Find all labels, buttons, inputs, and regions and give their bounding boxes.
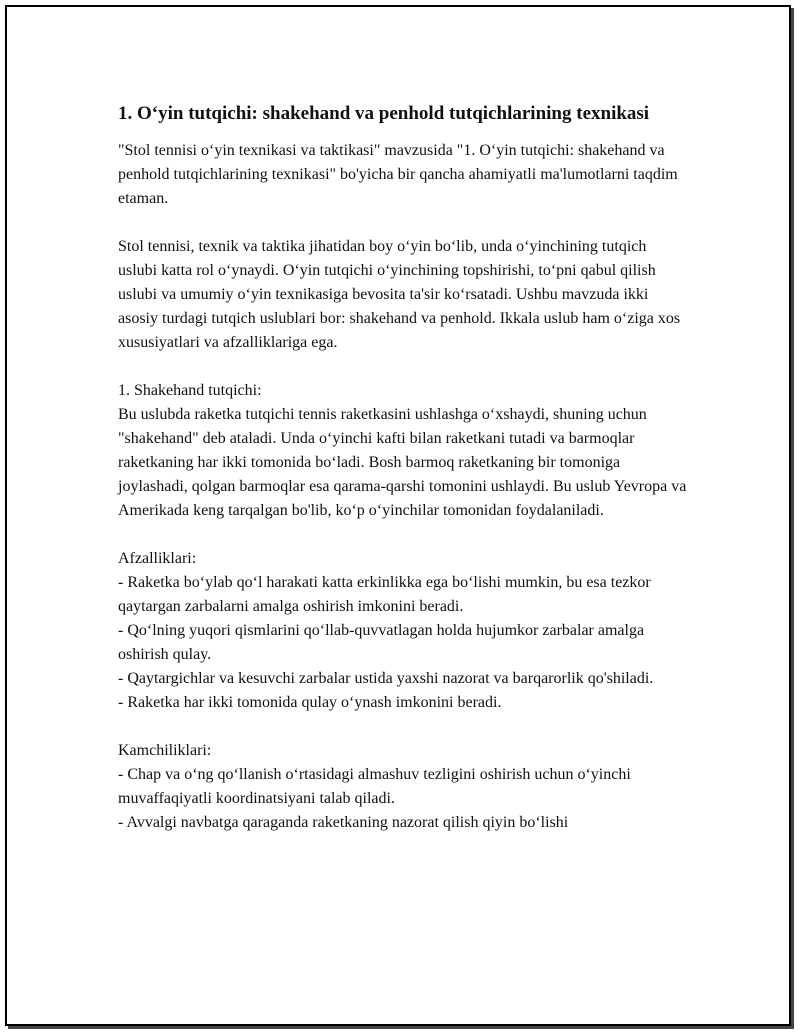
paragraph-gap (118, 715, 688, 739)
paragraph-gap (118, 523, 688, 547)
document-page (5, 5, 791, 1026)
paragraph-gap (118, 355, 688, 379)
disadvantage-item: - Chap va o‘ng qo‘llanish o‘rtasidagi almashuv tezligini oshirish uchun o‘yinchi muvaffaqiyatli koordinatsiyani talab qiladi. (118, 766, 631, 807)
advantage-item: - Raketka har ikki tomonida qulay o‘ynash imkonini beradi. (118, 694, 502, 711)
advantage-item: - Raketka bo‘ylab qo‘l harakati katta erkinlikka ega bo‘lishi mumkin, bu esa tezkor qaytargan zarbalarni amalga oshirish imkonini beradi. (118, 574, 651, 615)
document-content (118, 100, 688, 835)
advantages-heading: Afzalliklari: (118, 550, 197, 567)
shakehand-heading: 1. Shakehand tutqichi: (118, 382, 262, 399)
advantage-item: - Qaytargichlar va kesuvchi zarbalar ustida yaxshi nazorat va barqarorlik qo'shiladi. (118, 670, 654, 687)
overview-paragraph: Stol tennisi, texnik va taktika jihatidan boy o‘yin bo‘lib, unda o‘yinchining tutqich uslubi katta rol o‘ynaydi. O‘yin tutqichi o‘yinchining topshirishi, to‘pni qabul qilish uslubi va umumiy o‘yin texnikasiga bevosita ta'sir ko‘rsatadi. Ushbu mavzuda ikki asosiy turdagi tutqich uslublari bor: shakehand va penhold. Ikkala uslub ham o‘ziga xos xususiyatlari va afzalliklariga ega. (118, 238, 681, 351)
disadvantages-heading: Kamchiliklari: (118, 742, 212, 759)
disadvantage-item: - Avvalgi navbatga qaraganda raketkaning nazorat qilish qiyin bo‘lishi (118, 814, 569, 831)
document-title: 1. O‘yin tutqichi: shakehand va penhold tutqichlarining texnikasi (118, 103, 650, 124)
shakehand-paragraph: Bu uslubda raketka tutqichi tennis raketkasini ushlashga o‘xshaydi, shuning uchun "shakehand" deb ataladi. Unda o‘yinchi kafti bilan raketkani tutadi va barmoqlar raketkaning har ikki tomonida bo‘ladi. Bosh barmoq raketkaning bir tomoniga joylashadi, qolgan barmoqlar esa qarama-qarshi tomonini ushlaydi. Bu uslub Yevropa va Amerikada keng tarqalgan bo'lib, ko‘p o‘yinchilar tomonidan foydalaniladi. (118, 406, 687, 519)
advantage-item: - Qo‘lning yuqori qismlarini qo‘llab-quvvatlagan holda hujumkor zarbalar amalga oshirish qulay. (118, 622, 645, 663)
intro-paragraph: "Stol tennisi o‘yin texnikasi va taktikasi" mavzusida "1. O‘yin tutqichi: shakehand va penhold tutqichlarining texnikasi" bo'yicha bir qancha ahamiyatli ma'lumotlarni taqdim etaman. (118, 142, 678, 207)
paragraph-gap (118, 211, 688, 235)
